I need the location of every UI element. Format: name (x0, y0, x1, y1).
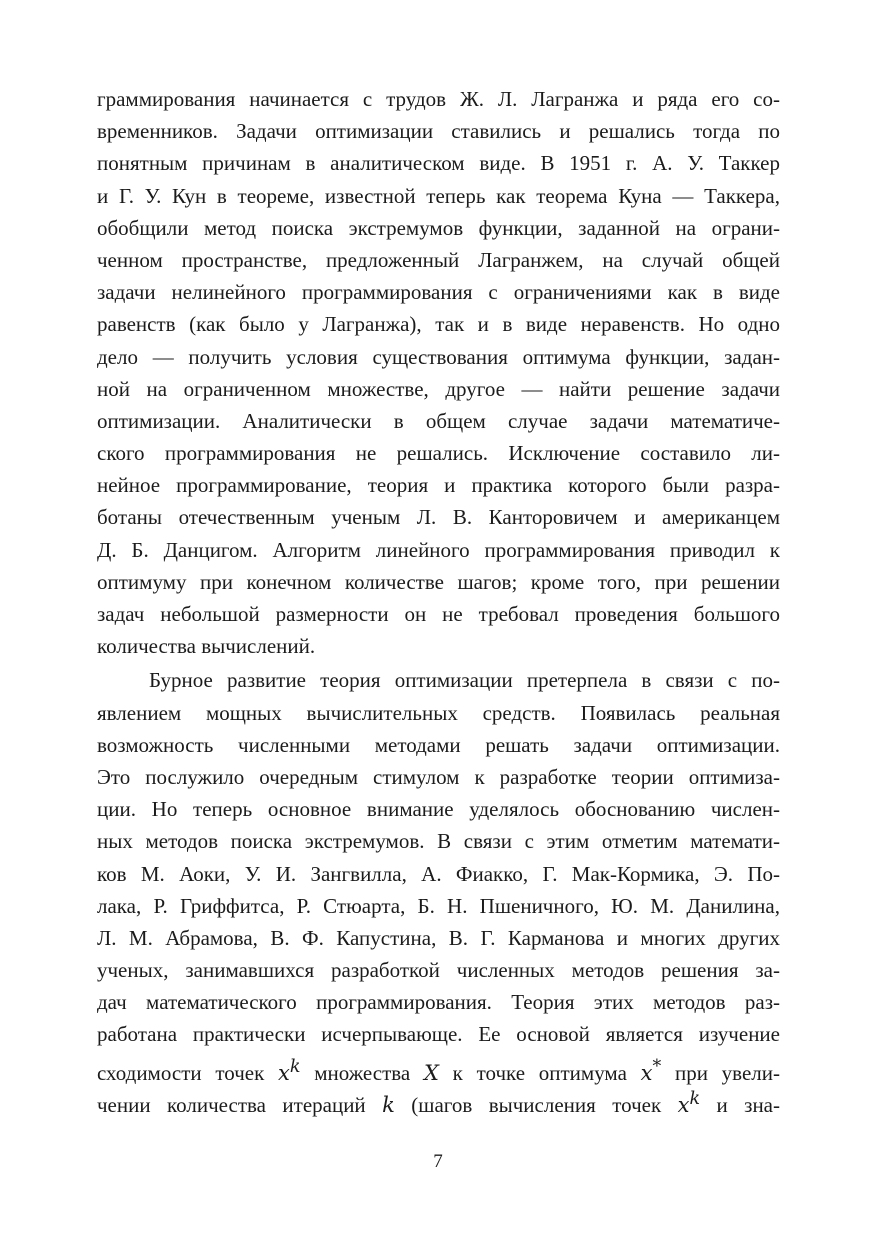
math-superscript: k (289, 1056, 301, 1077)
text-line: ченном пространстве, предложенный Лагранжем, на случай общей (97, 247, 780, 272)
paragraph-1 (97, 83, 780, 662)
line-text-segment: при увели- (661, 1060, 780, 1085)
math-superscript: k (689, 1088, 701, 1109)
text-line: количества вычислений. (97, 634, 316, 659)
line-text-segment: множества (300, 1060, 424, 1085)
text-line: лака, Р. Гриффитса, Р. Стюарта, Б. Н. Пшеничного, Ю. М. Данилина, (97, 893, 780, 918)
text-line: ков М. Аоки, У. И. Зангвилла, А. Фиакко, Г. Мак-Кормика, Э. По- (97, 861, 780, 886)
text-line: ной на ограниченном множестве, другое — найти решение задачи (97, 376, 780, 401)
math-symbol: x (278, 1060, 290, 1085)
math-variable (640, 1056, 662, 1085)
text-line: задач небольшой размерности он не требовал проведения большого (97, 602, 780, 626)
line-text-segment: и зна- (700, 1092, 780, 1117)
line-text-segment: к точке оптимума (438, 1060, 641, 1085)
text-line: оптимуму при конечном количестве шагов; кроме того, при решении (97, 569, 780, 594)
text-line: ученых, занимавшихся разработкой численных методов решения за- (97, 958, 780, 983)
text-line: ных методов поиска экстремумов. В связи с этим отметим математи- (97, 829, 780, 854)
math-symbol: x (640, 1060, 653, 1085)
line-text-segment: сходимости точек (97, 1060, 279, 1085)
text-line: граммирования начинается с трудов Ж. Л. Лагранжа и ряда его со- (97, 87, 780, 111)
paragraph-2 (97, 664, 780, 1115)
text-line: равенств (как было у Лагранжа), так и в виде неравенств. Но одно (97, 312, 780, 337)
body-text (97, 83, 780, 1115)
text-line-math (97, 1051, 780, 1083)
text-line: ботаны отечественным ученым Л. В. Канторовичем и американцем (97, 505, 780, 530)
text-line: Л. М. Абрамова, В. Ф. Капустина, В. Г. Карманова и многих других (97, 925, 780, 950)
math-superscript: * (652, 1056, 662, 1077)
text-line: и Г. У. Кун в теореме, известной теперь как теорема Куна — Таккера, (97, 183, 780, 208)
text-line: работана практически исчерпывающе. Ее основой является изучение (97, 1022, 780, 1047)
text-line: явлением мощных вычислительных средств. Появилась реальная (97, 700, 780, 725)
math-variable (278, 1056, 301, 1085)
text-line: возможность численными методами решать задачи оптимизации. (97, 732, 780, 757)
text-line: Это послужило очередным стимулом к разработке теории оптимиза- (97, 764, 780, 789)
math-variable: X (423, 1060, 439, 1085)
page-number: 7 (433, 1151, 443, 1172)
text-line: оптимизации. Аналитически в общем случае задачи математиче- (97, 408, 780, 433)
text-line-math (97, 1083, 780, 1115)
text-line: задачи нелинейного программирования с ограничениями как в виде (97, 280, 780, 305)
math-variable: k (382, 1092, 395, 1117)
text-line: временников. Задачи оптимизации ставились и решались тогда по (97, 119, 780, 144)
text-line: дело — получить условия существования оптимума функции, задан- (97, 344, 780, 369)
text-line: понятным причинам в аналитическом виде. В 1951 г. А. У. Таккер (97, 151, 780, 176)
text-line: дач математического программирования. Теория этих методов раз- (97, 990, 780, 1015)
math-variable (677, 1088, 701, 1117)
text-line: ского программирования не решались. Исключение составило ли- (97, 441, 780, 466)
text-line: Д. Б. Данцигом. Алгоритм линейного программирования приводил к (97, 537, 780, 562)
text-line: ции. Но теперь основное внимание уделялось обоснованию числен- (97, 797, 780, 822)
line-text-segment: (шагов вычисления точек (394, 1092, 678, 1117)
text-line: нейное программирование, теория и практика которого были разра- (97, 473, 780, 498)
math-symbol: x (677, 1092, 690, 1117)
text-line: Бурное развитие теория оптимизации претерпела в связи с по- (149, 668, 780, 693)
line-text-segment: чении количества итераций (97, 1092, 383, 1117)
text-line: обобщили метод поиска экстремумов функции, заданной на ограни- (97, 215, 780, 240)
